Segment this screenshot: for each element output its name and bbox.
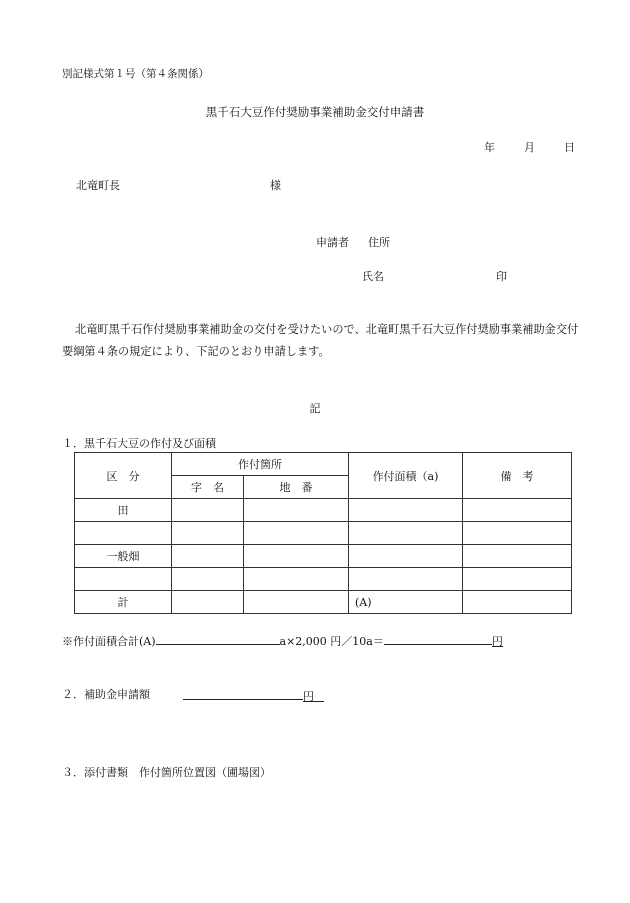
row-remarks-cell[interactable] — [463, 522, 572, 545]
address-label: 住所 — [368, 236, 390, 249]
date-day-label: 日 — [564, 141, 575, 154]
row-chiban-cell[interactable] — [244, 568, 349, 591]
formula-prefix: ※作付面積合計(A) — [62, 635, 156, 648]
col-header-area: 作付面積（a) — [349, 453, 463, 499]
subsidy-formula — [62, 631, 503, 649]
recipient-honorific: 様 — [270, 179, 281, 192]
date-year-label: 年 — [484, 141, 495, 154]
form-number: 別記様式第１号（第４条関係） — [62, 68, 209, 80]
total-area-blank[interactable] — [156, 631, 280, 645]
formula-yen: 円 — [491, 635, 503, 648]
row-chiban-cell[interactable] — [244, 545, 349, 568]
col-header-kubun: 区 分 — [75, 453, 172, 499]
row-aza-cell[interactable] — [172, 499, 244, 522]
subsidy-amount-unit: 円 — [303, 688, 324, 702]
row-chiban-cell[interactable] — [244, 499, 349, 522]
table-row — [75, 568, 572, 591]
applicant-label: 申請者 — [316, 236, 349, 249]
section2-heading: ２．補助金申請額 — [62, 688, 150, 701]
ki-heading: 記 — [309, 402, 321, 415]
row-remarks-cell[interactable] — [463, 499, 572, 522]
table-row — [75, 545, 572, 568]
row-kubun: 一般畑 — [75, 545, 172, 568]
row-chiban-cell[interactable] — [244, 591, 349, 614]
formula-result-blank[interactable] — [384, 631, 492, 645]
row-aza-cell[interactable] — [172, 568, 244, 591]
row-area-cell[interactable] — [349, 522, 463, 545]
formula-middle: a×2,000 円／10a＝ — [279, 635, 384, 648]
row-kubun: 田 — [75, 499, 172, 522]
col-header-location: 作付箇所 — [172, 453, 349, 476]
planting-area-table — [74, 452, 572, 614]
row-area-cell[interactable] — [349, 499, 463, 522]
seal-mark: 印 — [496, 270, 507, 283]
row-area-cell[interactable] — [349, 568, 463, 591]
row-kubun-total: 計 — [75, 591, 172, 614]
section1-heading: １．黒千石大豆の作付及び面積 — [62, 437, 216, 450]
row-kubun — [75, 568, 172, 591]
subsidy-amount-line — [183, 686, 324, 703]
section3-heading: ３．添付書類 作付箇所位置図（圃場図） — [62, 766, 271, 779]
name-label: 氏名 — [362, 270, 384, 283]
table-row — [75, 499, 572, 522]
row-area-total-cell[interactable]: (A) — [349, 591, 463, 614]
row-aza-cell[interactable] — [172, 591, 244, 614]
document-title: 黒千石大豆作付奨励事業補助金交付申請書 — [205, 105, 425, 119]
table-row — [75, 522, 572, 545]
date-month-label: 月 — [524, 141, 535, 154]
col-header-remarks: 備 考 — [463, 453, 572, 499]
row-chiban-cell[interactable] — [244, 522, 349, 545]
col-header-chiban: 地 番 — [244, 476, 349, 499]
col-header-aza: 字 名 — [172, 476, 244, 499]
recipient-name: 北竜町長 — [76, 179, 120, 192]
application-statement: 北竜町黒千石作付奨励事業補助金の交付を受けたいので、北竜町黒千石大豆作付奨励事業補助金交付要綱第４条の規定により、下記のとおり申請します。 — [62, 323, 579, 358]
row-remarks-cell[interactable] — [463, 591, 572, 614]
row-aza-cell[interactable] — [172, 545, 244, 568]
row-remarks-cell[interactable] — [463, 545, 572, 568]
row-kubun — [75, 522, 172, 545]
row-aza-cell[interactable] — [172, 522, 244, 545]
row-area-cell[interactable] — [349, 545, 463, 568]
subsidy-amount-blank[interactable] — [183, 686, 303, 700]
table-row-total — [75, 591, 572, 614]
date-line — [484, 139, 575, 155]
row-remarks-cell[interactable] — [463, 568, 572, 591]
